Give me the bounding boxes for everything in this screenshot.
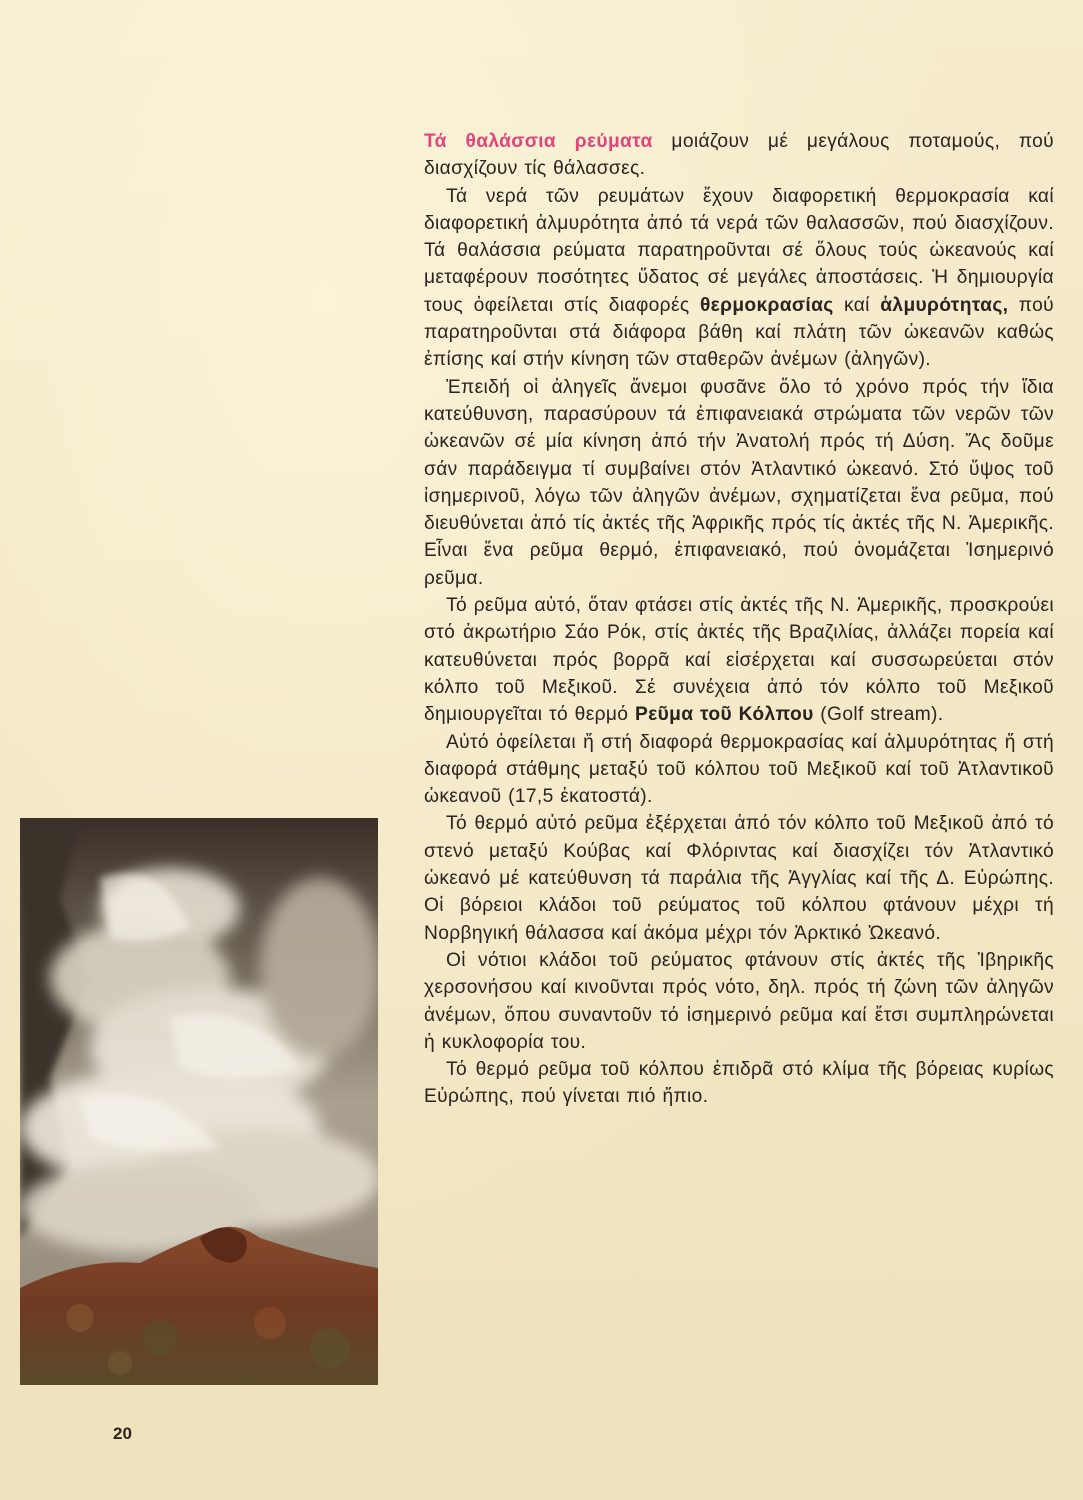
paragraph-7: Οἱ νότιοι κλάδοι τοῦ ρεύματος φτάνουν στίς ἀκτές τῆς Ἰβηρικῆς χερσονήσου καί κινοῦνται πρός νότο, δηλ. πρός τή ζώνη τῶν ἀληγῶν ἀνέμων, ὅπου συναντοῦν τό ἰσημερινό ρεῦμα καί ἔτσι συμπληρώνεται ἡ κυκλοφορία του. <box>424 949 1054 1053</box>
bold-term-salinity: ἁλμυρότητας, <box>880 294 1009 316</box>
paragraph-8: Τό θερμό ρεῦμα τοῦ κόλπου ἐπιδρᾶ στό κλίμα τῆς βόρειας κυρίως Εὐρώπης, πού γίνεται πιό ἤπιο. <box>424 1059 1054 1108</box>
paragraph-4-text-a: Τό ρεῦμα αὐτό, ὅταν φτάσει στίς ἀκτές τῆς Ν. Ἀμερικῆς, προσκρούει στό ἀκρωτήριο Σάο Ρόκ, στίς ἀκτές τῆς Βραζιλίας, ἀλλάζει πορεία καί κατευθύνεται πρός βορρᾶ καί εἰσέρχεται καί συσσωρεύεται στόν κόλπο τοῦ Μεξικοῦ. Σέ συνέχεια ἀπό τόν κόλπο τοῦ Μεξικοῦ δημιουργεῖται τό θερμό <box>424 595 1054 726</box>
article-text <box>424 128 1054 1111</box>
paragraph-2 <box>424 183 1054 374</box>
paragraph-6: Τό θερμό αὐτό ρεῦμα ἐξέρχεται ἀπό τόν κόλπο τοῦ Μεξικοῦ ἀπό τό στενό μεταξύ Κούβας καί Φλόριντας καί διασχίζει τόν Ἀτλαντικό ὠκεανό μέ κατεύθυνση τά παράλια τῆς Ἀγγλίας καί τῆς Δ. Εὐρώπης. Οἱ βόρειοι κλάδοι τοῦ ρεύματος τοῦ κόλπου φτάνουν μέχρι τή Νορβηγική θάλασσα καί ἀκόμα μέχρι τόν Ἀρκτικό Ὠκεανό. <box>424 813 1054 944</box>
paragraph-2-text-a: Τά νερά τῶν ρευμάτων ἔχουν διαφορετική θερμοκρασία καί διαφορετική ἁλμυρότητα ἀπό τά νερά τῶν θαλασσῶν, πού διασχίζουν. Τά θαλάσσια ρεύματα παρατηροῦνται σέ ὅλους τούς ὠκεανούς καί μεταφέρουν ποσότητες ὕδατος σέ μεγάλες ἀποστάσεις. Ἡ δημιουργία τους ὀφείλεται στίς διαφορές <box>424 185 1054 316</box>
page-number: 20 <box>113 1424 132 1443</box>
photo-illustration <box>20 818 378 1385</box>
paragraph-4 <box>424 592 1054 728</box>
lead-term-highlight: Τά θαλάσσια ρεύματα <box>424 131 653 152</box>
paragraph-4-text-b: (Golf stream). <box>813 704 944 726</box>
bold-term-temperature: θερμοκρασίας <box>699 294 834 316</box>
paragraph-1 <box>424 128 1054 183</box>
paragraph-2-text-b: καί <box>833 294 881 316</box>
bold-term-gulf-stream: Ρεῦμα τοῦ Κόλπου <box>634 704 814 726</box>
paragraph-1-text: μοιάζουν μέ μεγάλους ποταμούς, πού διασχίζουν τίς θάλασσες. <box>424 131 1055 180</box>
paragraph-2-text-c: πού παρατηροῦνται στά διάφορα βάθη καί πλάτη τῶν ὠκεανῶν καθώς ἐπίσης καί στήν κίνηση τῶν σταθερῶν ἀνέμων (ἀληγῶν). <box>424 294 1054 371</box>
volcanic-steam-photo <box>20 818 378 1385</box>
paragraph-3: Ἐπειδή οἱ ἀληγεῖς ἄνεμοι φυσᾶνε ὅλο τό χρόνο πρός τήν ἴδια κατεύθυνση, παρασύρουν τά ἐπιφανειακά στρώματα τῶν νερῶν τῶν ὠκεανῶν σέ μία κίνηση ἀπό τήν Ἀνατολή πρός τή Δύση. Ἄς δοῦμε σάν παράδειγμα τί συμβαίνει στόν Ἀτλαντικό ὠκεανό. Στό ὕψος τοῦ ἰσημερινοῦ, λόγω τῶν ἀληγῶν ἀνέμων, σχηματίζεται ἕνα ρεῦμα, πού διευθύνεται ἀπό τίς ἀκτές τῆς Ἀφρικῆς πρός τίς ἀκτές τῆς Ν. Ἀμερικῆς. Εἶναι ἕνα ρεῦμα θερμό, ἐπιφανειακό, πού ὀνομάζεται Ἰσημερινό ρεῦμα. <box>424 376 1054 589</box>
paragraph-5: Αὐτό ὀφείλεται ἤ στή διαφορά θερμοκρασίας καί ἁλμυρότητας ἤ στή διαφορά στάθμης μεταξύ τοῦ κόλπου τοῦ Μεξικοῦ καί τοῦ Ἀτλαντικοῦ ὠκεανοῦ (17,5 ἑκατοστά). <box>424 731 1054 808</box>
